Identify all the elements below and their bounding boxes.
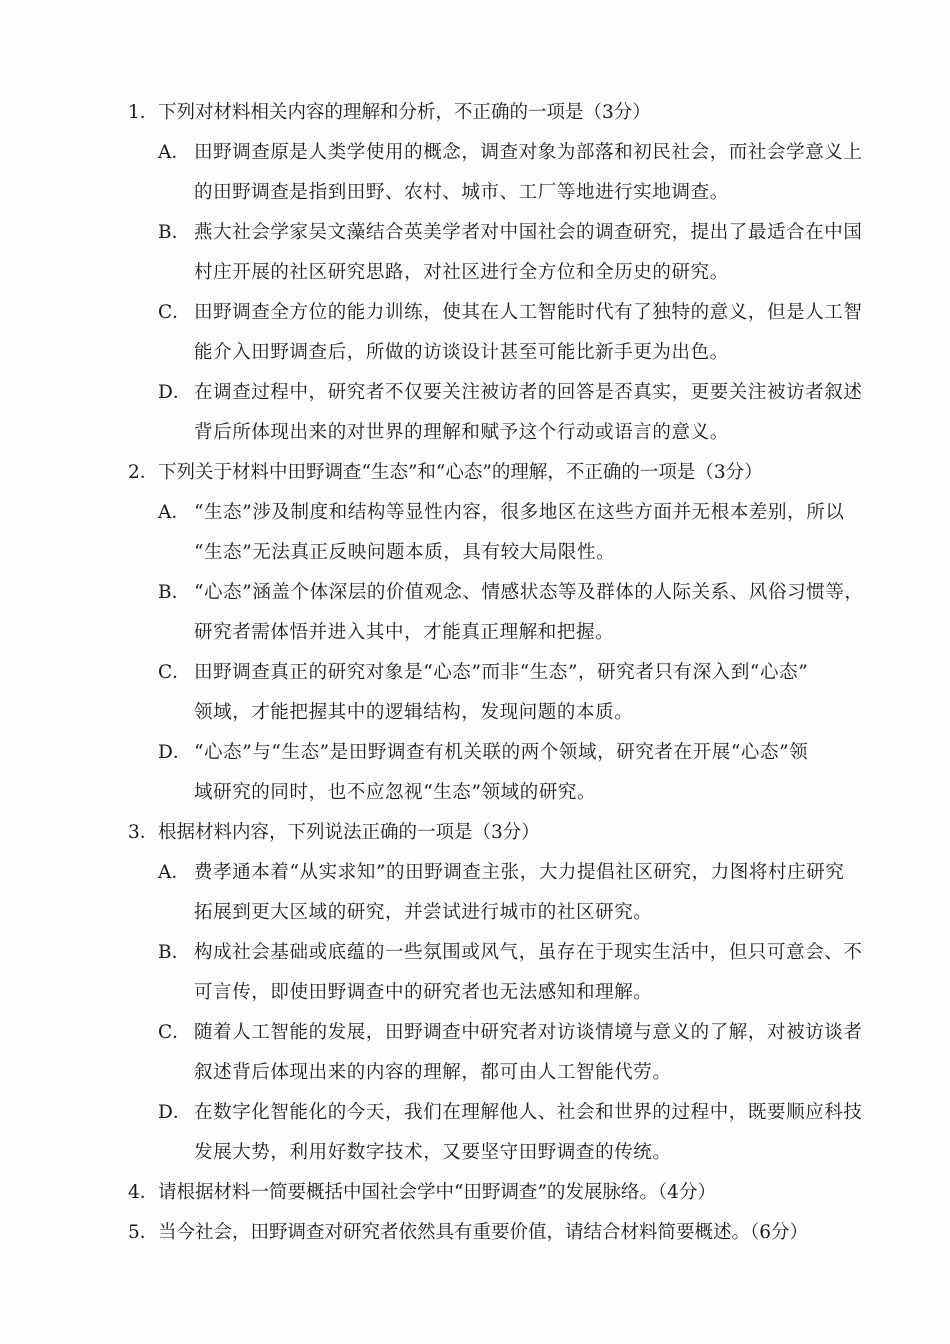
- question-3-option-c: [158, 1021, 898, 1101]
- question-1-option-d: [158, 381, 898, 461]
- option-letter: D．: [158, 742, 192, 763]
- question-3-option-d: [158, 1101, 898, 1181]
- question-2-option-a: [158, 501, 898, 581]
- question-3-option-b: [158, 941, 898, 1021]
- option-line: 能介入田野调查后，所做的访谈设计甚至可能比新手更为出色。: [194, 342, 729, 363]
- option-letter: A．: [158, 142, 190, 163]
- option-line: 发展大势，利用好数字技术，又要坚守田野调查的传统。: [194, 1142, 672, 1163]
- option-letter: B．: [158, 222, 191, 243]
- question-1-stem: 下列对材料相关内容的理解和分析，不正确的一项是（3分）: [158, 102, 651, 123]
- option-line: 田野调查真正的研究对象是“心态”而非“生态”，研究者只有深入到“心态”: [194, 662, 809, 683]
- option-line: 域研究的同时，也不应忽视“生态”领域的研究。: [194, 782, 597, 803]
- question-5: [128, 1221, 898, 1245]
- question-3-stem: 根据材料内容，下列说法正确的一项是（3分）: [158, 822, 540, 843]
- option-line: 可言传，即使田野调查中的研究者也无法感知和理解。: [194, 982, 653, 1003]
- option-letter: B．: [158, 582, 191, 603]
- question-4: [128, 1181, 898, 1205]
- option-line: “生态”无法真正反映问题本质，具有较大局限性。: [194, 542, 616, 563]
- option-line: “生态”涉及制度和结构等显性内容，很多地区在这些方面并无根本差别，所以: [194, 502, 845, 523]
- option-line: 领域，才能把握其中的逻辑结构，发现问题的本质。: [194, 702, 634, 723]
- question-2-option-c: [158, 661, 898, 741]
- option-line: 田野调查原是人类学使用的概念，调查对象为部落和初民社会，而社会学意义上: [194, 142, 863, 163]
- option-letter: A．: [158, 502, 190, 523]
- option-letter: C．: [158, 662, 191, 683]
- option-line: “心态”与“生态”是田野调查有机关联的两个领域，研究者在开展“心态”领: [194, 742, 809, 763]
- question-4-number: 4．: [128, 1182, 159, 1203]
- option-letter: D．: [158, 382, 192, 403]
- option-line: 村庄开展的社区研究思路，对社区进行全方位和全历史的研究。: [194, 262, 729, 283]
- option-line: 随着人工智能的发展，田野调查中研究者对访谈情境与意义的了解，对被访谈者: [194, 1022, 863, 1043]
- option-line: 在数字化智能化的今天，我们在理解他人、社会和世界的过程中，既要顺应科技: [194, 1102, 863, 1123]
- option-letter: C．: [158, 302, 191, 323]
- option-line: 拓展到更大区域的研究，并尝试进行城市的社区研究。: [194, 902, 653, 923]
- question-1-option-b: [158, 221, 898, 301]
- question-1-number: 1．: [128, 102, 159, 123]
- question-2-option-b: [158, 581, 898, 661]
- question-5-stem: 当今社会，田野调查对研究者依然具有重要价值，请结合材料简要概述。（6分）: [158, 1222, 809, 1243]
- option-line: 构成社会基础或底蕴的一些氛围或风气，虽存在于现实生活中，但只可意会、不: [194, 942, 863, 963]
- option-line: 背后所体现出来的对世界的理解和赋予这个行动或语言的意义。: [194, 422, 729, 443]
- option-line: 在调查过程中，研究者不仅要关注被访者的回答是否真实，更要关注被访者叙述: [194, 382, 863, 403]
- question-3-option-a: [158, 861, 898, 941]
- question-1: [128, 101, 898, 125]
- option-letter: A．: [158, 862, 190, 883]
- question-1-option-a: [158, 141, 898, 221]
- question-2: [128, 461, 898, 485]
- option-line: 的田野调查是指到田野、农村、城市、工厂等地进行实地调查。: [194, 182, 729, 203]
- option-line: 田野调查全方位的能力训练，使其在人工智能时代有了独特的意义，但是人工智: [194, 302, 863, 323]
- option-line: 叙述背后体现出来的内容的理解，都可由人工智能代劳。: [194, 1062, 672, 1083]
- question-3-number: 3．: [128, 822, 159, 843]
- option-line: 费孝通本着“从实求知”的田野调查主张，大力提倡社区研究，力图将村庄研究: [194, 862, 845, 883]
- question-4-stem: 请根据材料一简要概括中国社会学中“田野调查”的发展脉络。（4分）: [158, 1182, 716, 1203]
- question-2-number: 2．: [128, 462, 159, 483]
- question-3: [128, 821, 898, 845]
- option-letter: D．: [158, 1102, 192, 1123]
- question-1-option-c: [158, 301, 898, 381]
- question-2-stem: 下列关于材料中田野调查“生态”和“心态”的理解，不正确的一项是（3分）: [158, 462, 763, 483]
- option-letter: B．: [158, 942, 191, 963]
- option-letter: C．: [158, 1022, 191, 1043]
- option-line: “心态”涵盖个体深层的价值观念、情感状态等及群体的人际关系、风俗习惯等，: [194, 582, 864, 603]
- question-5-number: 5．: [128, 1222, 159, 1243]
- option-line: 燕大社会学家吴文藻结合英美学者对中国社会的调查研究，提出了最适合在中国: [194, 222, 863, 243]
- option-line: 研究者需体悟并进入其中，才能真正理解和把握。: [194, 622, 615, 643]
- question-2-option-d: [158, 741, 898, 821]
